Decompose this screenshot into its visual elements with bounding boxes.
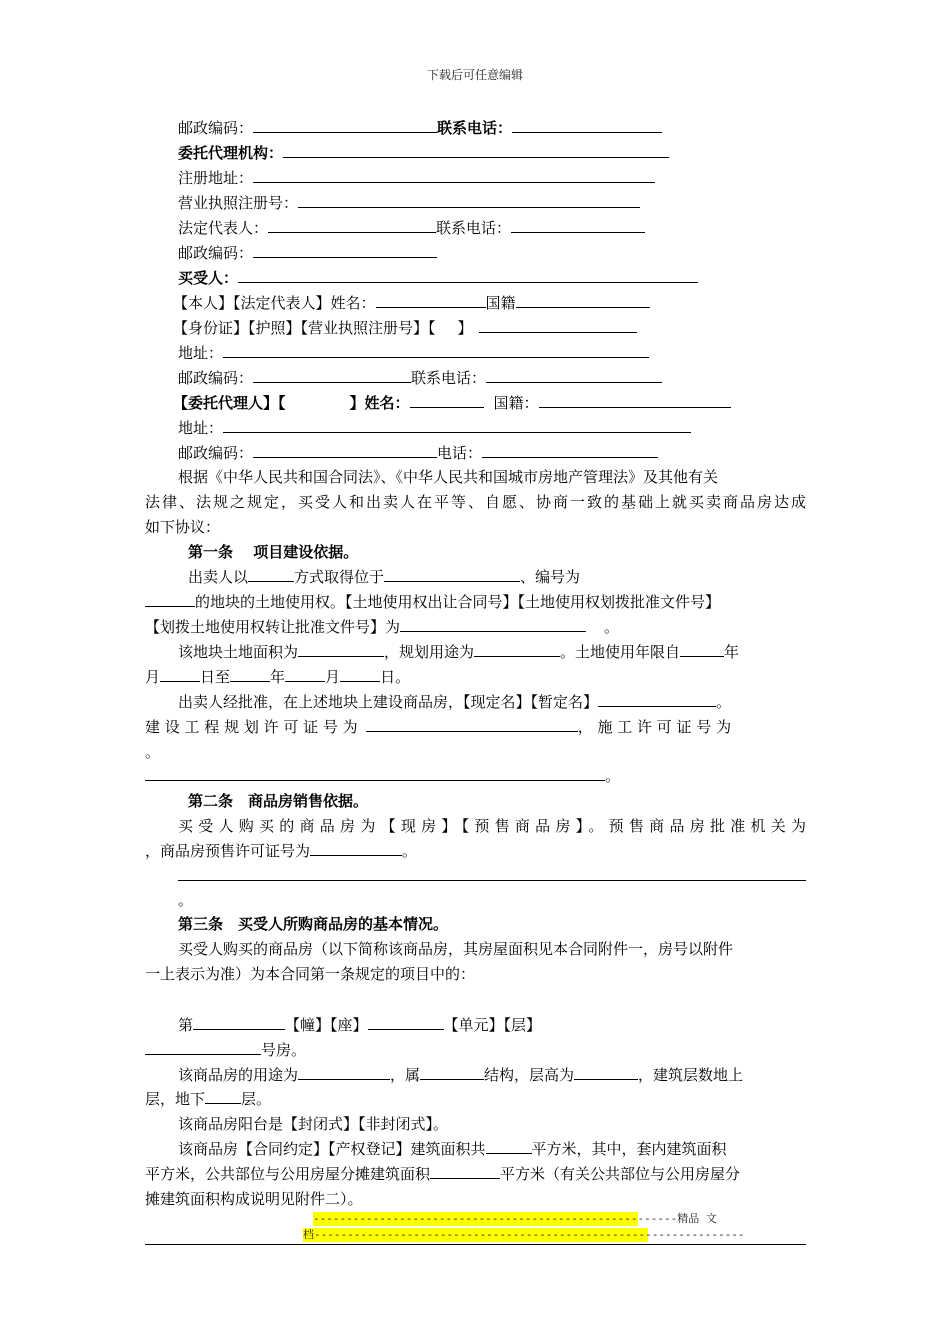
buyer-id-line: 【身份证】【护照】【营业执照注册号】【 】 <box>173 318 637 338</box>
art3-line-10: 摊建筑面积构成说明见附件二）。 <box>145 1190 363 1208</box>
agency-line: 委托代理机构： <box>178 143 669 163</box>
art3-line-2: 一上表示为准）为本合同第一条规定的项目中的： <box>145 965 476 983</box>
footer-watermark-1: -------------------------------------------------------精品 文 <box>313 1212 717 1225</box>
article-3-title: 第三条 买受人所购商品房的基本情况。 <box>178 915 449 933</box>
art3-line-8: 该商品房【合同约定】【产权登记】建筑面积共 平方米，其中，套内建筑面积 <box>178 1140 727 1158</box>
art1-line-6: 出卖人经批准，在上述地块上建设商品房，【现定名】【暂定名】 。 <box>178 693 732 711</box>
art2-line-2: ，商品房预售许可证号为 。 <box>145 842 418 860</box>
legal-rep-line: 法定代表人： 联系电话： <box>178 218 645 238</box>
art3-line-4: 号房。 <box>145 1040 306 1060</box>
art3-line-5: 该商品房的用途为 ，属 结构，层高为 ，建筑层数地上 <box>178 1066 744 1084</box>
registered-address-line: 注册地址： <box>178 168 655 188</box>
art1-line-5: 月 日至 年 月 日。 <box>145 668 411 686</box>
preamble-line-2: 法律、法规之规定，买受人和出卖人在平等、自愿、协商一致的基础上就买卖商品房达成 <box>145 493 806 511</box>
license-number-line: 营业执照注册号： <box>178 193 640 213</box>
footer-rule <box>145 1244 806 1245</box>
buyer-agent-line: 【委托代理人】【 】姓名： 国籍： <box>173 393 731 413</box>
article-1-title: 第一条 项目建设依据。 <box>188 543 359 561</box>
preamble-line-3: 如下协议： <box>145 518 221 536</box>
preamble-line-1: 根据《中华人民共和国合同法》、《中华人民共和国城市房地产管理法》及其他有关 <box>178 468 719 486</box>
agent-postcode-line: 邮政编码： 电话： <box>178 443 658 463</box>
art2-line-1: 买受人购买的商品房为【现房】【预售商品房】。预售商品房批准机关为 <box>178 817 806 835</box>
art3-line-7: 该商品房阳台是【封闭式】【非封闭式】。 <box>178 1115 449 1133</box>
art1-line-2: 的地块的土地使用权。【土地使用权出让合同号】【土地使用权划拨批准文件号】 <box>145 592 720 612</box>
buyer-postcode-line: 邮政编码： 联系电话： <box>178 368 662 388</box>
seller-postcode-line: 邮政编码： 联系电话： <box>178 118 662 138</box>
art1-line-8: 。 <box>145 743 161 761</box>
art3-line-6: 层，地下 层。 <box>145 1090 272 1108</box>
art3-line-9: 平方米，公共部位与公用房屋分摊建筑面积 平方米（有关公共部位与公用房屋分 <box>145 1165 741 1183</box>
art1-line-7: 建 设 工 程 规 划 许 可 证 号 为 ， 施 工 许 可 证 号 为 <box>145 718 732 736</box>
art1-line-3: 【划拨土地使用权转让批准文件号】为 。 <box>145 618 620 636</box>
art3-line-3: 第 【幢】【座】 【单元】【层】 <box>178 1016 542 1034</box>
art1-line-1: 出卖人以 方式取得位于 、编号为 <box>188 568 581 586</box>
art2-line-3: 。 <box>178 891 194 909</box>
buyer-address-line: 地址： <box>178 343 649 363</box>
footer-watermark-2: 档----------------------------------------------------------------- <box>303 1228 745 1241</box>
article-2-title: 第二条 商品房销售依据。 <box>188 792 369 810</box>
page-header: 下载后可任意编辑 <box>426 68 523 82</box>
art2-blank-line <box>178 880 806 881</box>
buyer-line: 买受人： <box>178 268 698 288</box>
art1-line-9: 。 <box>145 766 620 786</box>
art1-line-4: 该地块土地面积为 ，规划用途为 。土地使用年限自 年 <box>178 643 740 661</box>
buyer-name-line: 【本人】【法定代表人】姓名： 国籍 <box>173 293 650 313</box>
agency-postcode-line: 邮政编码： <box>178 243 437 263</box>
agent-address-line: 地址： <box>178 418 691 438</box>
art3-line-1: 买受人购买的商品房（以下简称该商品房，其房屋面积见本合同附件一，房号以附件 <box>178 940 734 958</box>
